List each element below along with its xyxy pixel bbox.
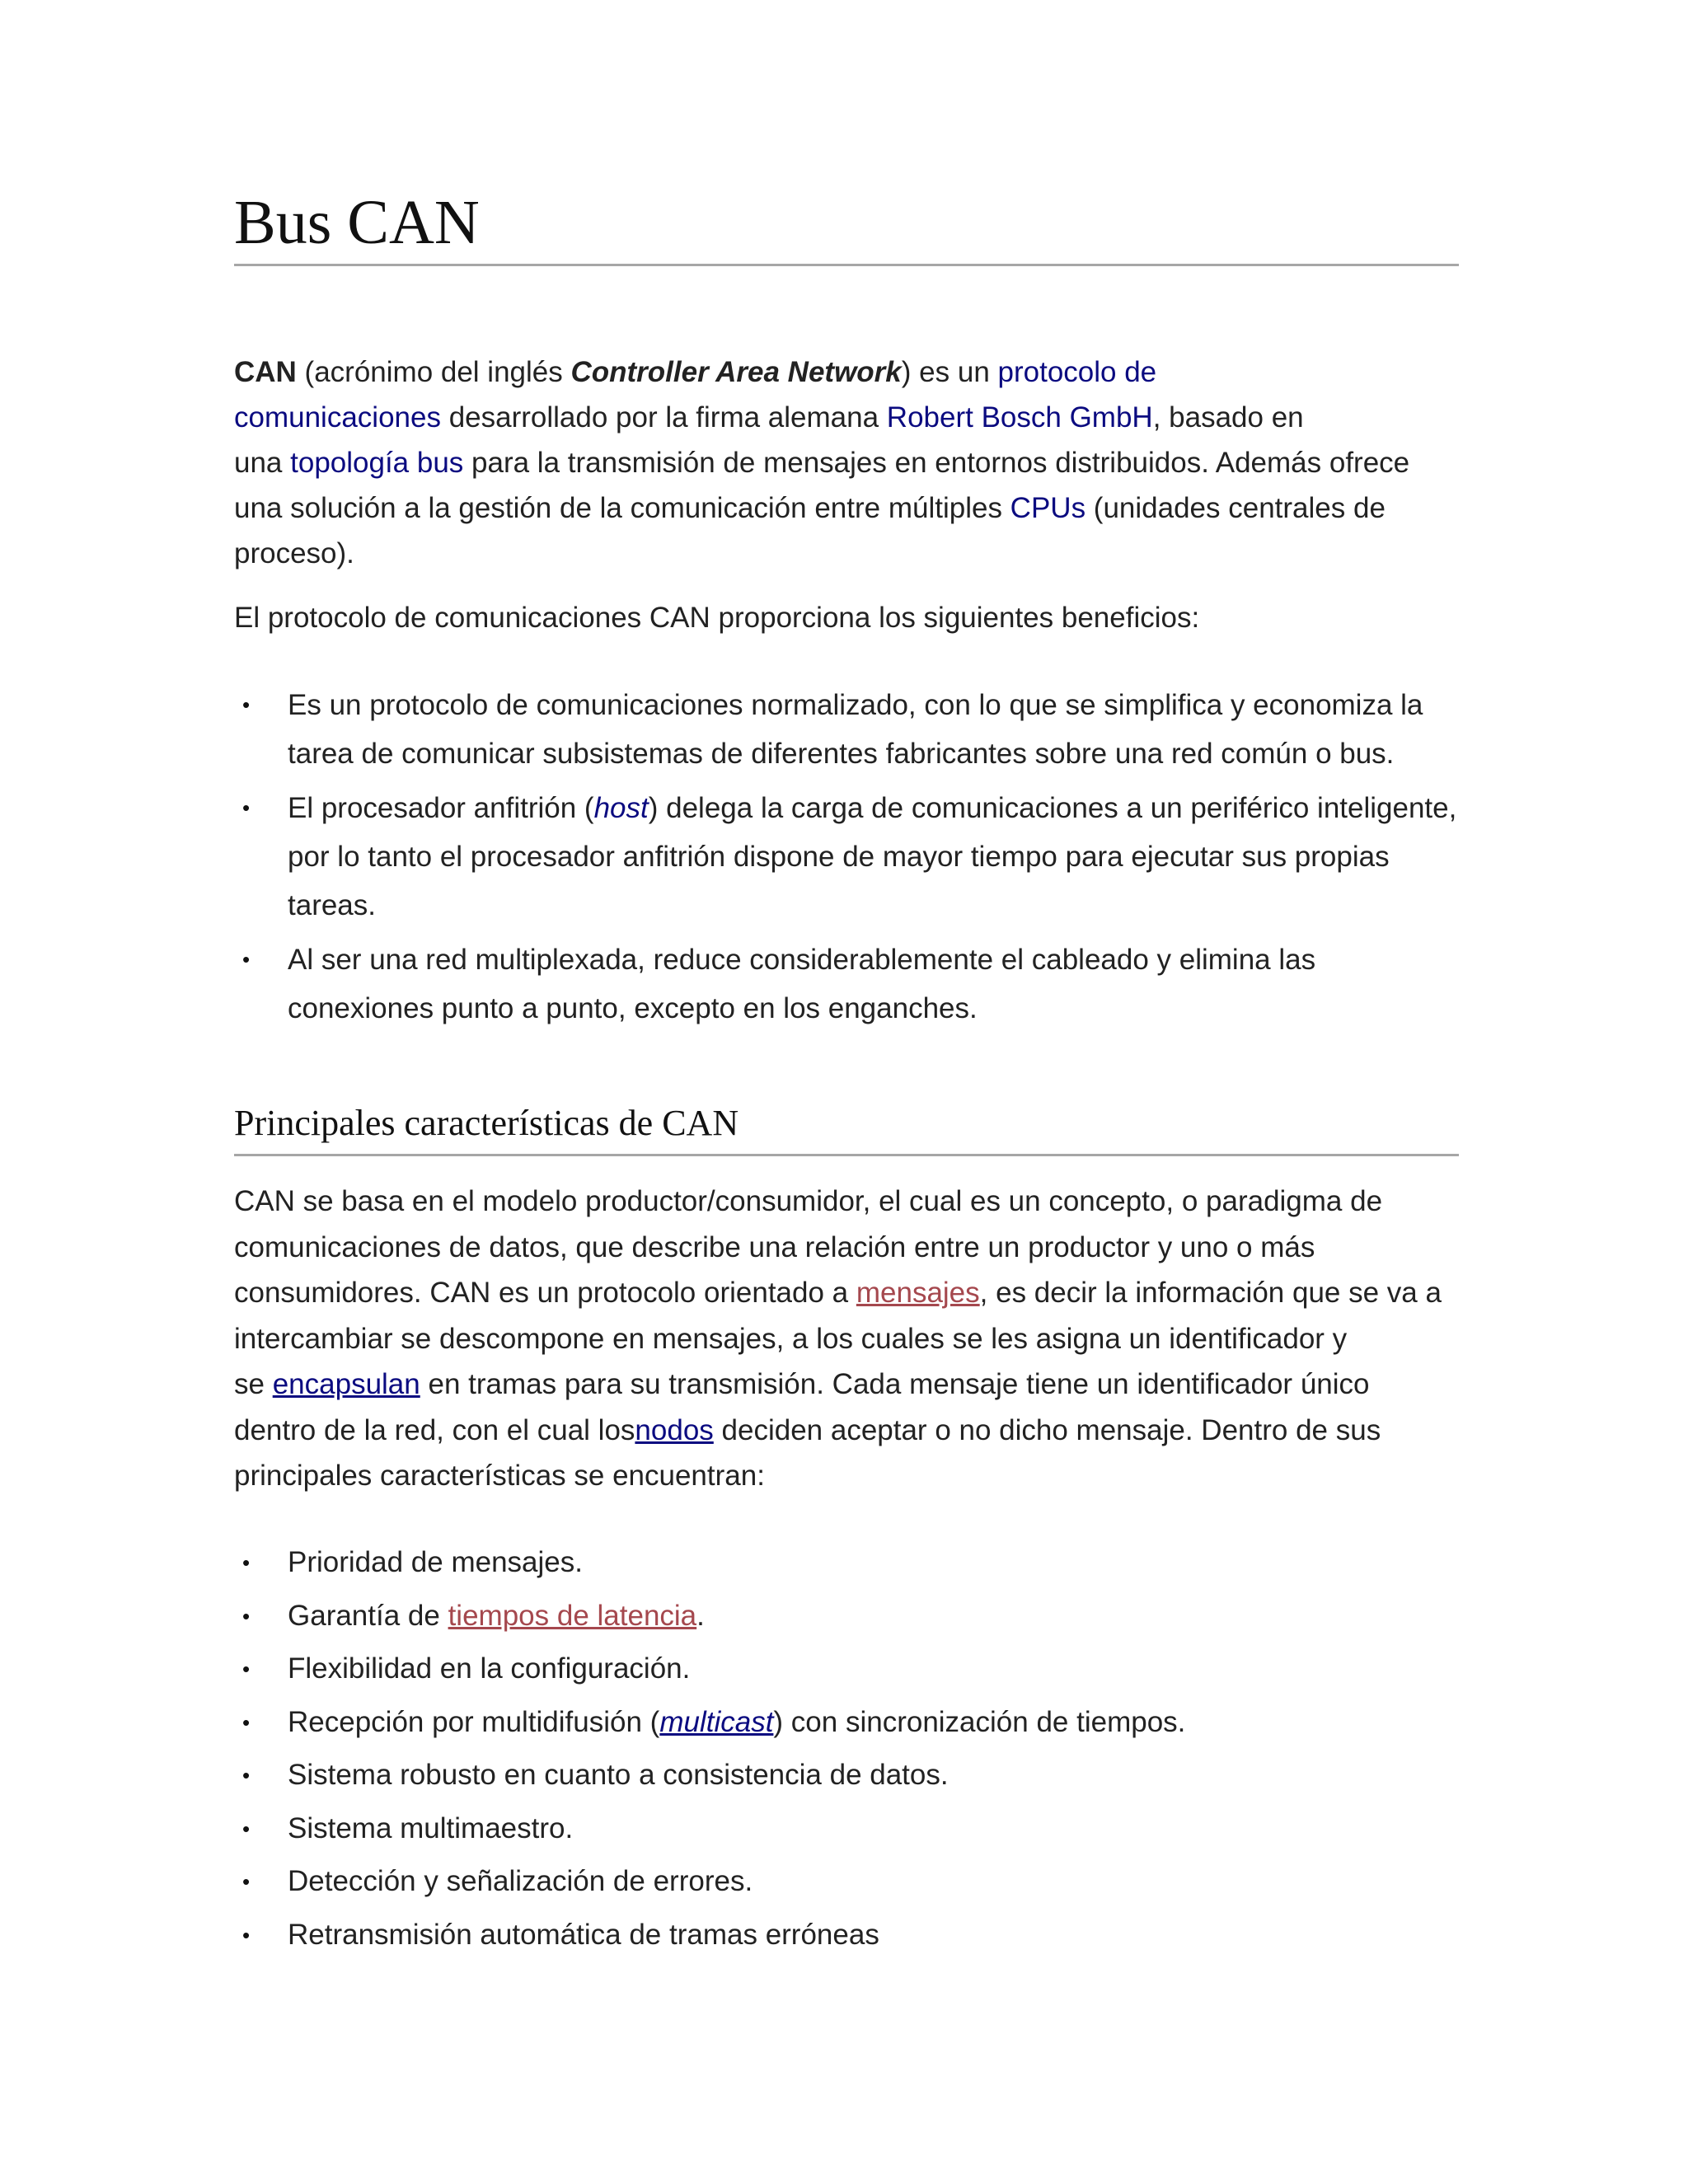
bullet-icon: • <box>242 795 251 820</box>
bullet-icon: • <box>242 1657 251 1681</box>
benefits-lead: El protocolo de comunicaciones CAN proporciona los siguientes beneficios: <box>234 602 1200 634</box>
link-multicast[interactable]: multicast <box>659 1705 774 1738</box>
intro-text: una <box>234 447 291 479</box>
list-item <box>234 1536 1459 1590</box>
list-item-text: ) con sincronización de tiempos. <box>773 1705 1186 1738</box>
list-item <box>234 1909 1459 1962</box>
section-title: Principales características de CAN <box>234 1098 1459 1156</box>
bullet-icon: • <box>242 1816 251 1841</box>
bullet-icon: • <box>242 692 251 717</box>
bullet-icon: • <box>242 1922 251 1947</box>
link-cpus[interactable]: CPUs <box>1010 492 1086 524</box>
bullet-icon: • <box>242 1603 251 1629</box>
link-text: protocolo de <box>997 356 1157 388</box>
list-item <box>234 1643 1459 1696</box>
list-item-text: Recepción por multidifusión ( <box>288 1705 660 1738</box>
intro-text: (acrónimo del inglés <box>296 356 571 388</box>
paragraph-text: en tramas para su transmisión. Cada mensaje tiene un identificador único dentro de la red, con el cual los <box>234 1368 1370 1446</box>
link-topologia-bus[interactable]: topología bus <box>290 447 464 479</box>
intro-text: para la transmisión de mensajes en entornos distribuidos. Además ofrece una solución a la gestión de la comunicación entre múltiples <box>234 447 1410 524</box>
list-item-text: Es un protocolo de comunicaciones normalizado, con lo que se simplifica y economiza la tarea de comunicar subsistemas de diferentes fabricantes sobre una red común o bus. <box>288 689 1423 770</box>
link-tiempos-de-latencia[interactable]: tiempos de latencia <box>448 1599 697 1632</box>
link-text: comunicaciones <box>234 401 441 434</box>
list-item-text: Sistema robusto en cuanto a consistencia de datos. <box>288 1759 949 1791</box>
section-paragraph <box>234 1179 1459 1499</box>
intro-text: (unidades centrales de proceso). <box>234 492 1386 569</box>
list-item-text: Al ser una red multiplexada, reduce considerablemente el cableado y elimina las conexiones punto a punto, excepto en los enganches. <box>288 944 1316 1024</box>
list-item <box>234 1590 1459 1643</box>
list-item-text: ) delega la carga de comunicaciones a un periférico inteligente, por lo tanto el procesador anfitrión dispone de mayor tiempo para ejecutar sus propias tareas. <box>288 792 1457 921</box>
bullet-icon: • <box>242 947 251 972</box>
paragraph-text: deciden aceptar o no dicho mensaje. Dentro de sus principales características se encuentran: <box>234 1413 1381 1492</box>
list-item <box>234 1855 1459 1909</box>
intro-term: CAN <box>234 356 297 388</box>
bullet-icon: • <box>242 1709 251 1735</box>
list-item-text: . <box>696 1599 705 1632</box>
list-item <box>234 1696 1459 1750</box>
benefits-list <box>234 681 1459 1038</box>
list-item-text: Sistema multimaestro. <box>288 1811 574 1844</box>
intro-text: desarrollado por la firma alemana <box>440 401 887 434</box>
intro-paragraph <box>234 349 1459 576</box>
features-list <box>234 1536 1459 1961</box>
bullet-icon: • <box>242 1763 251 1788</box>
intro-expansion: Controller Area Network <box>570 356 902 388</box>
paragraph-text: , es decir la información que se va a intercambiar se descompone en mensajes, a los cuales se les asigna un identificador y <box>234 1277 1442 1355</box>
list-item <box>234 1802 1459 1856</box>
bullet-icon: • <box>242 1869 251 1894</box>
list-item <box>234 935 1459 1033</box>
list-item-text: Retransmisión automática de tramas erróneas <box>288 1918 879 1951</box>
link-mensajes[interactable]: mensajes <box>856 1277 980 1309</box>
list-item <box>234 784 1459 930</box>
list-item <box>234 1749 1459 1802</box>
list-item-text: Garantía de <box>288 1599 448 1632</box>
intro-text: ) es un <box>901 356 998 388</box>
link-robert-bosch[interactable]: Robert Bosch GmbH <box>886 401 1153 434</box>
list-item-text: El procesador anfitrión ( <box>288 792 594 824</box>
link-encapsulan[interactable]: encapsulan <box>272 1368 420 1400</box>
paragraph-text: se <box>234 1368 273 1400</box>
link-nodos[interactable]: nodos <box>635 1413 714 1446</box>
list-item-text: Prioridad de mensajes. <box>288 1546 583 1578</box>
bullet-icon: • <box>242 1550 251 1575</box>
list-item-text: Detección y señalización de errores. <box>288 1865 753 1897</box>
link-host[interactable]: host <box>593 792 649 824</box>
page-title: Bus CAN <box>234 183 1459 266</box>
intro-text: , basado en <box>1152 401 1304 434</box>
list-item <box>234 681 1459 778</box>
list-item-text: Flexibilidad en la configuración. <box>288 1652 691 1685</box>
paragraph-text: CAN se basa en el modelo productor/consumidor, el cual es un concepto, o paradigma de comunicaciones de datos, que describe una relación entre un productor y uno o más consumidores. CAN es un protocolo orientado a <box>234 1185 1383 1309</box>
